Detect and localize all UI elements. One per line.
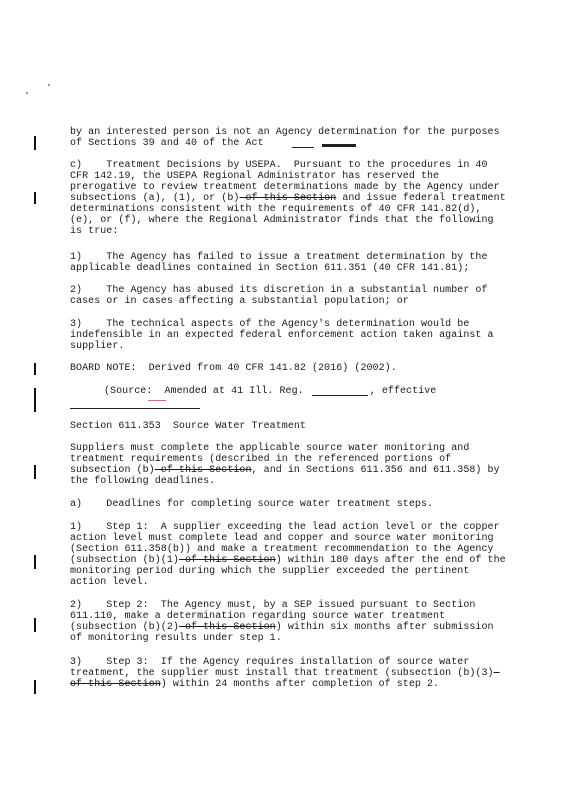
change-bar <box>34 192 36 204</box>
text-span: ) within 180 days after the end of the <box>275 555 506 566</box>
text-line: treatment requirements (described in the referenced portions of <box>70 454 452 465</box>
text-line: 3) Step 3: If the Agency requires installation of source water <box>70 657 470 668</box>
text-line: determinations consistent with the requirements of 40 CFR 141.82(d), <box>70 204 482 215</box>
text-line: a) Deadlines for completing source water treatment steps. <box>70 499 434 510</box>
text-line: of Sections 39 and 40 of the Act <box>70 138 264 149</box>
source-note: (Source: Amended at 41 Ill. Reg. <box>104 386 310 397</box>
text-line: 2) The Agency has abused its discretion in a substantial number of <box>70 285 488 296</box>
section-heading: Section 611.353 Source Water Treatment <box>70 421 306 432</box>
change-bar <box>34 388 36 412</box>
text-line: 2) Step 2: The Agency must, by a SEP issued pursuant to Section <box>70 600 476 611</box>
text-span: , and in Sections 611.356 and 611.358) by <box>251 465 500 476</box>
source-effective: , effective <box>369 386 437 397</box>
redaction-mark <box>322 144 356 147</box>
text-line: applicable deadlines contained in Section 611.351 (40 CFR 141.81); <box>70 263 470 274</box>
deleted-text: of this Section <box>154 465 252 476</box>
text-line <box>70 668 500 679</box>
change-bar <box>34 555 36 569</box>
text-line: action level must complete lead and copper and source water monitoring <box>70 533 494 544</box>
text-span: (subsection (b)(2) <box>70 622 179 633</box>
text-line: 3) The technical aspects of the Agency's determination would be <box>70 319 470 330</box>
text-span: and issue federal treatment <box>336 193 506 204</box>
deleted-text: of this Section <box>70 679 161 690</box>
text-line: 611.110, make a determination regarding source water treatment <box>70 611 446 622</box>
text-line: cases or in cases affecting a substantial population; or <box>70 296 409 307</box>
deleted-text: of this Section <box>178 622 276 633</box>
scan-speck <box>48 84 50 86</box>
blank-line <box>70 408 200 409</box>
text-line <box>70 622 500 633</box>
text-line: 1) Step 1: A supplier exceeding the lead action level or the copper <box>70 522 500 533</box>
text-line: 1) The Agency has failed to issue a treatment determination by the <box>70 252 488 263</box>
text-span: ) within six months after submission <box>275 622 494 633</box>
text-line: (Section 611.358(b)) and make a treatment recommendation to the Agency <box>70 544 494 555</box>
scan-speck <box>26 92 28 94</box>
deleted-text: of this Section <box>178 555 276 566</box>
text-line: indefensible in an expected federal enforcement action taken against a <box>70 330 494 341</box>
change-bar <box>34 363 36 375</box>
text-line: monitoring period during which the supplier exceeded the pertinent <box>70 566 470 577</box>
text-line: the following deadlines. <box>70 476 216 487</box>
text-line: (e), or (f), where the Regional Administrator finds that the following <box>70 215 494 226</box>
highlight-mark <box>148 400 166 401</box>
change-bar <box>34 618 36 632</box>
text-line: is true: <box>70 226 119 237</box>
text-line: supplier. <box>70 341 125 352</box>
text-line <box>70 555 506 566</box>
change-bar <box>34 136 36 150</box>
text-line: by an interested person is not an Agency determination for the purposes <box>70 127 500 138</box>
text-span: ) within 24 months after completion of step 2. <box>160 679 440 690</box>
text-line: Suppliers must complete the applicable source water monitoring and <box>70 443 470 454</box>
text-span: (subsection (b)(1) <box>70 555 179 566</box>
deleted-text: of this Section <box>239 193 337 204</box>
board-note: BOARD NOTE: Derived from 40 CFR 141.82 (2016) (2002). <box>70 363 397 374</box>
text-line: prerogative to review treatment determinations made by the Agency under <box>70 182 500 193</box>
change-bar <box>34 465 36 479</box>
text-line: action level. <box>70 577 149 588</box>
change-bar <box>34 680 36 694</box>
text-line: c) Treatment Decisions by USEPA. Pursuant to the procedures in 40 <box>70 160 488 171</box>
text-span: treatment, the supplier must install that treatment (subsection (b)(3) <box>70 668 494 679</box>
deleted-text: – <box>493 668 500 679</box>
text-line <box>70 465 500 476</box>
text-span: subsection (b) <box>70 465 155 476</box>
blank-line <box>312 395 368 396</box>
text-line: CFR 142.19, the USEPA Regional Administrator has reserved the <box>70 171 440 182</box>
text-line <box>70 193 506 204</box>
blank-line <box>292 147 314 148</box>
text-line: of monitoring results under step 1. <box>70 633 282 644</box>
text-span: subsections (a), (1), or (b) <box>70 193 240 204</box>
text-line <box>70 679 500 690</box>
